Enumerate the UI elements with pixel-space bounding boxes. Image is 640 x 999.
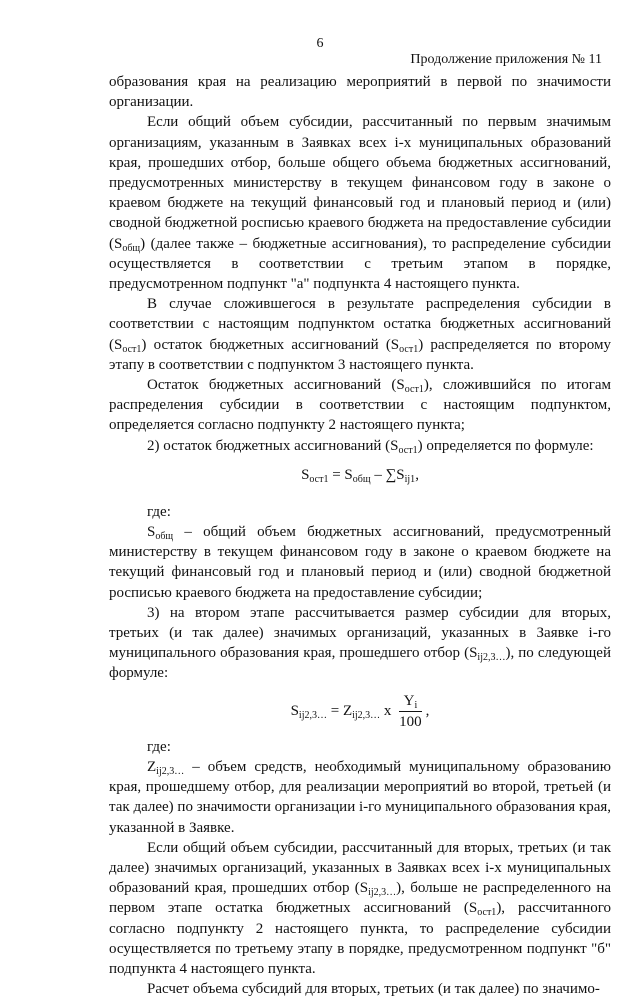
where-label-1: где: [147, 503, 171, 520]
page-number: 6 [316, 36, 324, 51]
paragraph-10: Расчет объема субсидий для вторых, третьих (и так далее) по значимо- [147, 981, 600, 998]
paragraph-2: Если общий объем субсидии, рассчитанный по первым значимым организациям, указанным в Заявках всех i-х муниципальных образований края, прошедших отбор, больше общего объема бюджетных ассигнований, предусмотренных министерству в текущем финансовом году в законе о краевом бюджете на текущий финансовый год и плановый период и (или) сводной бюджетной росписью краевого бюджета на предоставление субсидии $(S_{общ})$ (далее также – бюджетные ассигнования), то распределение субсидии осуществляется в соответствии с третьим этапом в порядке, предусмотренном подпункт "а" подпункта 4 настоящего пункта. [109, 114, 611, 293]
paragraph-4: Остаток бюджетных ассигнований $(S_{ост1})$, сложившийся по итогам распределения субсидии в соответствии с настоящим подпунктом, определяется согласно подпункту 2 настоящего пункта; [109, 377, 611, 434]
paragraph-8: $Z_{ij2,3\dots}$ – объем средств, необходимый муниципальному образованию края, прошедшему отбор, для реализации мероприятий во второй, третьей (и так далее) по значимости организации i-го муниципального образования края, указанной в Заявке. [109, 758, 611, 836]
paragraph-7: 3) на втором этапе рассчитывается размер субсидии для вторых, третьих (и так далее) значимых организаций, указанных в Заявке i-го муниципального образования края, прошедшего отбор $(S_{ij2,3\dots})$, по следующей формуле: [109, 604, 611, 682]
formula-fraction: $\frac{Y_i}{100}$ [399, 692, 422, 730]
where-label-2: где: [147, 738, 171, 755]
document-body [109, 72, 611, 999]
paragraph-9: Если общий объем субсидии, рассчитанный для вторых, третьих (и так далее) значимых организаций, указанных в Заявках всех i-х муниципальных образований края, прошедших отбор $(S_{ij2,3\dots})$, больше не распределенного на первом этапе остатка бюджетных ассигнований $(S_{ост1})$, рассчитанного согласно подпункту 2 настоящего пункта, то распределение субсидии осуществляется по третьему этапу в порядке, предусмотренном подпункт "б" подпункта 4 настоящего пункта. [109, 839, 612, 977]
paragraph-6: $S_{общ}$ – общий объем бюджетных ассигнований, предусмотренный министерству в текущем финансовом году в законе о краевом бюджете на текущий финансовый год и плановый период и (или) сводной бюджетной росписью краевого бюджета на предоставление субсидии; [109, 524, 611, 601]
appendix-continuation-label: Продолжение приложения № 11 [410, 52, 602, 67]
formula-subsidy-second-stage: $S_{ij2,3\dots} = Z_{ij2,3\dots}$ x $\frac{Y_i}{100}$ , [290, 692, 430, 730]
formula-remaining-budget: $S_{ост1} = S_{общ} - \sum S_{ij1}$, [301, 466, 419, 485]
paragraph-1: образования края на реализацию мероприятий в первой по значимости организации. [109, 74, 611, 111]
paragraph-5: 2) остаток бюджетных ассигнований $(S_{ост1})$ определяется по формуле: [147, 437, 594, 456]
paragraph-3: В случае сложившегося в результате распределения субсидии в соответствии с настоящим подпунктом остатка бюджетных ассигнований $(S_{ост1})$ остаток бюджетных ассигнований $(S_{ост1})$ распределяется по второму этапу в соответствии с подпунктом 3 настоящего пункта. [109, 296, 611, 373]
